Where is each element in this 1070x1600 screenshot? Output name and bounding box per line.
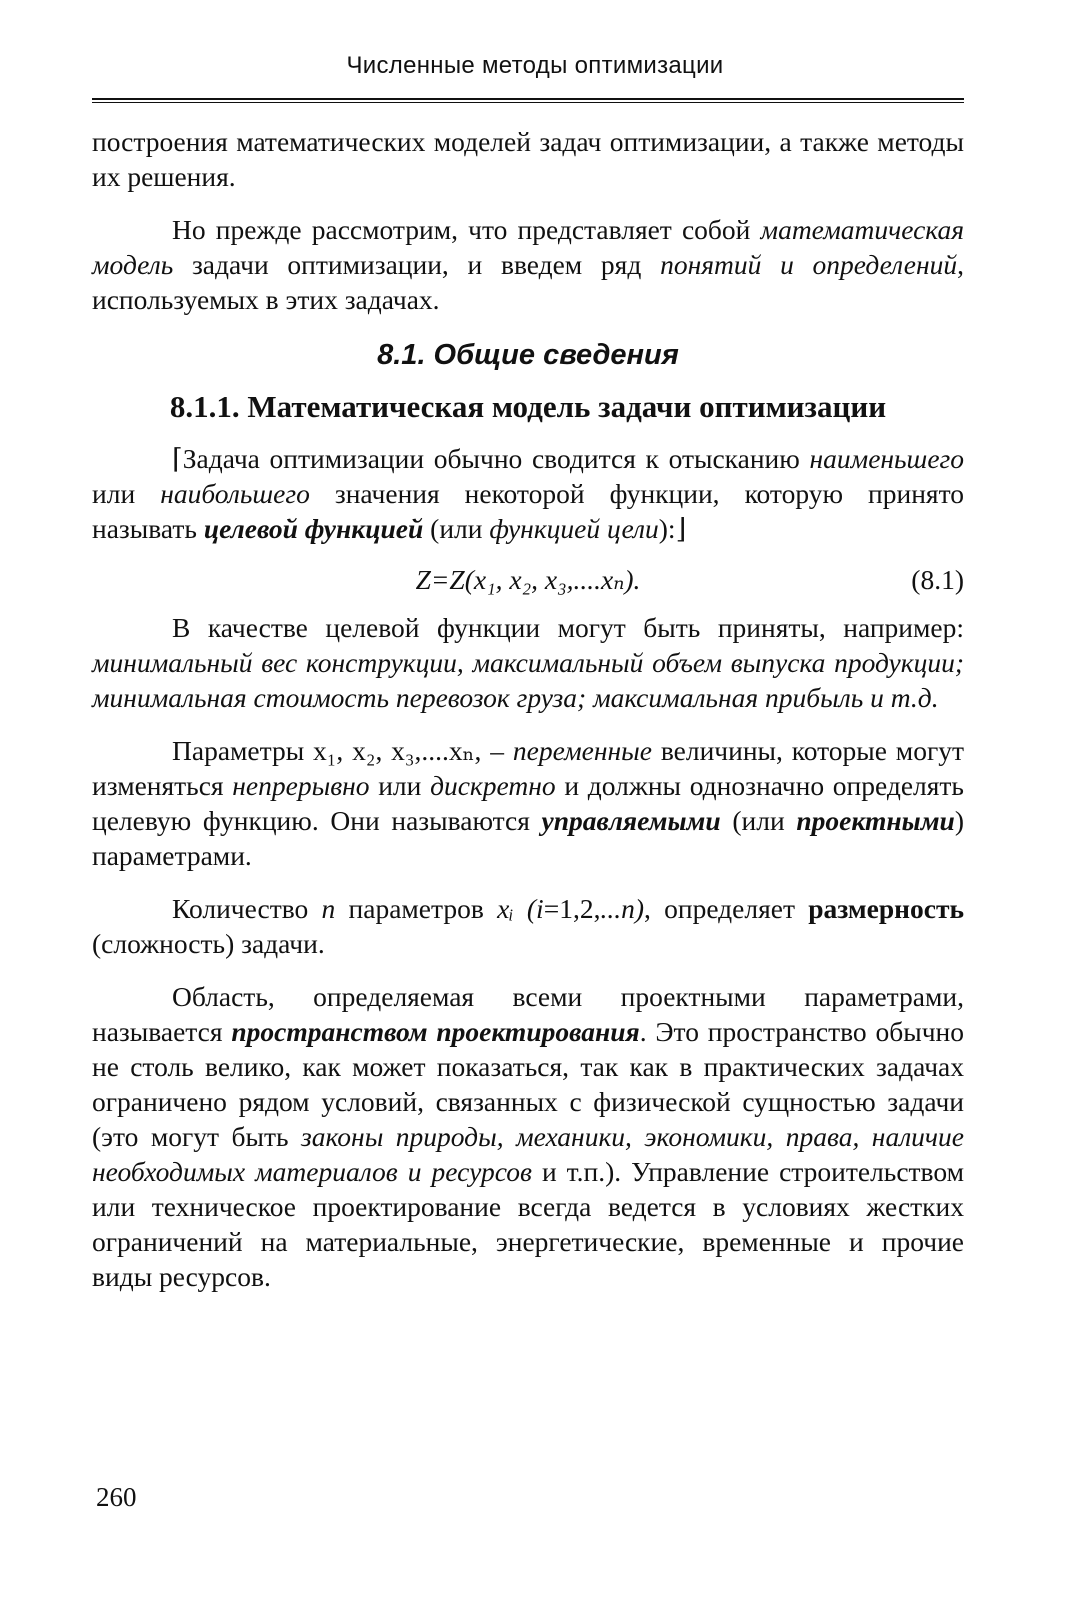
paragraph-parameters: Параметры x₁, x₂, x₃,....xₙ, – переменные величины, которые могут изменяться непрерывно или дискретно и должны однозначно определять целевую функцию. Они называются управляемыми (или проектными) параметрами. <box>92 735 964 871</box>
paragraph-intro: Но прежде рассмотрим, что представляет собой математическая модель задачи оптимизации, и введем ряд понятий и определений, используемых в этих задачах. <box>92 214 964 315</box>
paragraph-design-space: Область, определяемая всеми проектными параметрами, называется пространством проектирования. Это пространство обычно не столь велико, как может показаться, так как в практических задачах ограничено рядом условий, связанных с физической сущностью задачи (это могут быть законы природы, механики, экономики, права, наличие необходимых материалов и ресурсов и т.п.). Управление строительством или техническое проектирование всегда ведется в условиях жестких ограничений на материальные, энергетические, временные и прочие виды ресурсов. <box>92 981 965 1292</box>
term-objective-function: целевой функцией <box>203 513 424 544</box>
term-concepts: понятий и определений <box>660 249 958 280</box>
header-rule-thin <box>92 102 964 103</box>
formula-number: (8.1) <box>911 564 964 595</box>
paragraph-dimension: Количество n параметров xᵢ (i=1,2,...n), определяет размерность (сложность) задачи. <box>92 893 964 959</box>
section-heading: 8.1. Общие сведения <box>377 339 679 371</box>
formula-block <box>92 558 964 604</box>
header-rule-thick <box>92 98 964 100</box>
body-text <box>92 124 964 1294</box>
pencil-mark-close: ⌋ <box>675 513 687 544</box>
paragraph-examples: В качестве целевой функции могут быть приняты, например: минимальный вес конструкции, максимальный объем выпуска продукции; минимальная стоимость перевозок груза; максимальная прибыль и т.д. <box>92 612 964 713</box>
page-number: 260 <box>96 1482 137 1512</box>
paragraph-continuation: построения математических моделей задач оптимизации, а также методы их решения. <box>92 126 964 192</box>
term-math-model: математическая модель <box>92 214 964 280</box>
running-title: Численные методы оптимизации <box>346 52 724 79</box>
pencil-mark-open: ⌈ <box>172 443 183 474</box>
term-design-space: пространством проектирования <box>231 1016 640 1047</box>
subsection-heading: 8.1.1. Математическая модель задачи оптимизации <box>169 389 887 424</box>
formula-expression: Z=Z(x₁, x₂, x₃,....xₙ). <box>415 564 641 595</box>
term-dimension: размерность <box>808 893 964 924</box>
paragraph-task-definition: ⌈Задача оптимизации обычно сводится к отысканию наименьшего или наибольшего значения некоторой функции, которую принято называть целевой функцией (или функцией цели):⌋ <box>92 443 964 544</box>
